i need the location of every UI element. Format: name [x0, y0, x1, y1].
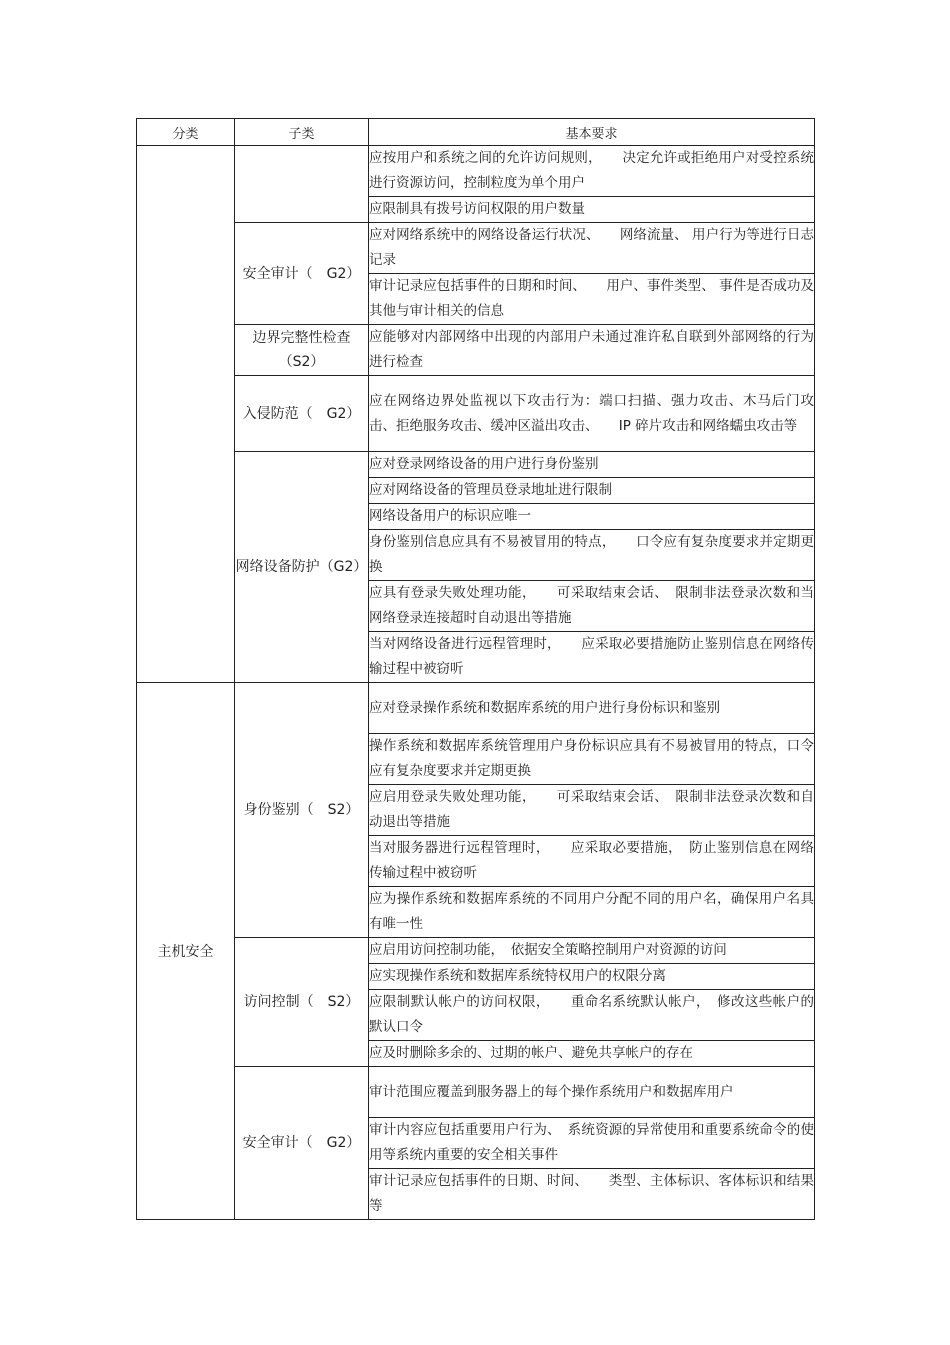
table-row — [137, 683, 815, 734]
requirement-cell: 应对网络设备的管理员登录地址进行限制 — [369, 478, 815, 504]
requirement-cell: 审计范围应覆盖到服务器上的每个操作系统用户和数据库用户 — [369, 1067, 815, 1118]
table-row — [137, 146, 815, 197]
requirement-cell: 应限制默认帐户的访问权限， 重命名系统默认帐户， 修改这些帐户的默认口令 — [369, 990, 815, 1041]
subcategory-cell: 网络设备防护（G2） — [235, 452, 369, 683]
table-row — [137, 376, 815, 452]
table-row — [137, 452, 815, 478]
subcategory-cell: 访问控制（ S2） — [235, 938, 369, 1067]
requirement-cell: 身份鉴别信息应具有不易被冒用的特点， 口令应有复杂度要求并定期更换 — [369, 530, 815, 581]
requirement-cell: 应启用访问控制功能， 依据安全策略控制用户对资源的访问 — [369, 938, 815, 964]
requirement-cell: 应及时删除多余的、过期的帐户、避免共享帐户的存在 — [369, 1041, 815, 1067]
requirement-cell: 应为操作系统和数据库系统的不同用户分配不同的用户名，确保用户名具有唯一性 — [369, 887, 815, 938]
requirement-cell: 操作系统和数据库系统管理用户身份标识应具有不易被冒用的特点，口令应有复杂度要求并定期更换 — [369, 734, 815, 785]
subcategory-cell: 边界完整性检查（S2） — [235, 325, 369, 376]
subcategory-cell — [235, 146, 369, 223]
requirement-cell: 当对服务器进行远程管理时， 应采取必要措施， 防止鉴别信息在网络传输过程中被窃听 — [369, 836, 815, 887]
requirement-cell: 应对网络系统中的网络设备运行状况、 网络流量、 用户行为等进行日志记录 — [369, 223, 815, 274]
requirement-cell: 应实现操作系统和数据库系统特权用户的权限分离 — [369, 964, 815, 990]
table-row — [137, 223, 815, 274]
table-row — [137, 1067, 815, 1118]
category-cell: 主机安全 — [137, 683, 235, 1220]
requirement-cell: 应对登录操作系统和数据库系统的用户进行身份标识和鉴别 — [369, 683, 815, 734]
table-row — [137, 325, 815, 376]
requirements-table — [136, 118, 815, 1220]
subcategory-cell: 入侵防范（ G2） — [235, 376, 369, 452]
header-requirement: 基本要求 — [369, 119, 815, 146]
requirement-cell: 应能够对内部网络中出现的内部用户未通过准许私自联到外部网络的行为进行检查 — [369, 325, 815, 376]
requirement-cell: 应启用登录失败处理功能， 可采取结束会话、 限制非法登录次数和自动退出等措施 — [369, 785, 815, 836]
table-row — [137, 938, 815, 964]
subcategory-cell: 身份鉴别（ S2） — [235, 683, 369, 938]
requirement-cell: 当对网络设备进行远程管理时， 应采取必要措施防止鉴别信息在网络传输过程中被窃听 — [369, 632, 815, 683]
category-cell — [137, 146, 235, 683]
requirement-cell: 应对登录网络设备的用户进行身份鉴别 — [369, 452, 815, 478]
requirement-cell: 应具有登录失败处理功能， 可采取结束会话、 限制非法登录次数和当网络登录连接超时自动退出等措施 — [369, 581, 815, 632]
requirement-cell: 应在网络边界处监视以下攻击行为：端口扫描、强力攻击、木马后门攻击、拒绝服务攻击、缓冲区溢出攻击、 IP 碎片攻击和网络蠕虫攻击等 — [369, 376, 815, 452]
requirement-cell: 审计内容应包括重要用户行为、 系统资源的异常使用和重要系统命令的使用等系统内重要的安全相关事件 — [369, 1118, 815, 1169]
requirement-cell: 应按用户和系统之间的允许访问规则， 决定允许或拒绝用户对受控系统进行资源访问，控制粒度为单个用户 — [369, 146, 815, 197]
requirement-cell: 应限制具有拨号访问权限的用户数量 — [369, 197, 815, 223]
header-row — [137, 119, 815, 146]
subcategory-cell: 安全审计（ G2） — [235, 223, 369, 325]
requirement-cell: 审计记录应包括事件的日期和时间、 用户、事件类型、 事件是否成功及其他与审计相关的信息 — [369, 274, 815, 325]
subcategory-cell: 安全审计（ G2） — [235, 1067, 369, 1220]
header-subcategory: 子类 — [235, 119, 369, 146]
requirement-cell: 网络设备用户的标识应唯一 — [369, 504, 815, 530]
header-category: 分类 — [137, 119, 235, 146]
requirement-cell: 审计记录应包括事件的日期、时间、 类型、主体标识、客体标识和结果等 — [369, 1169, 815, 1220]
